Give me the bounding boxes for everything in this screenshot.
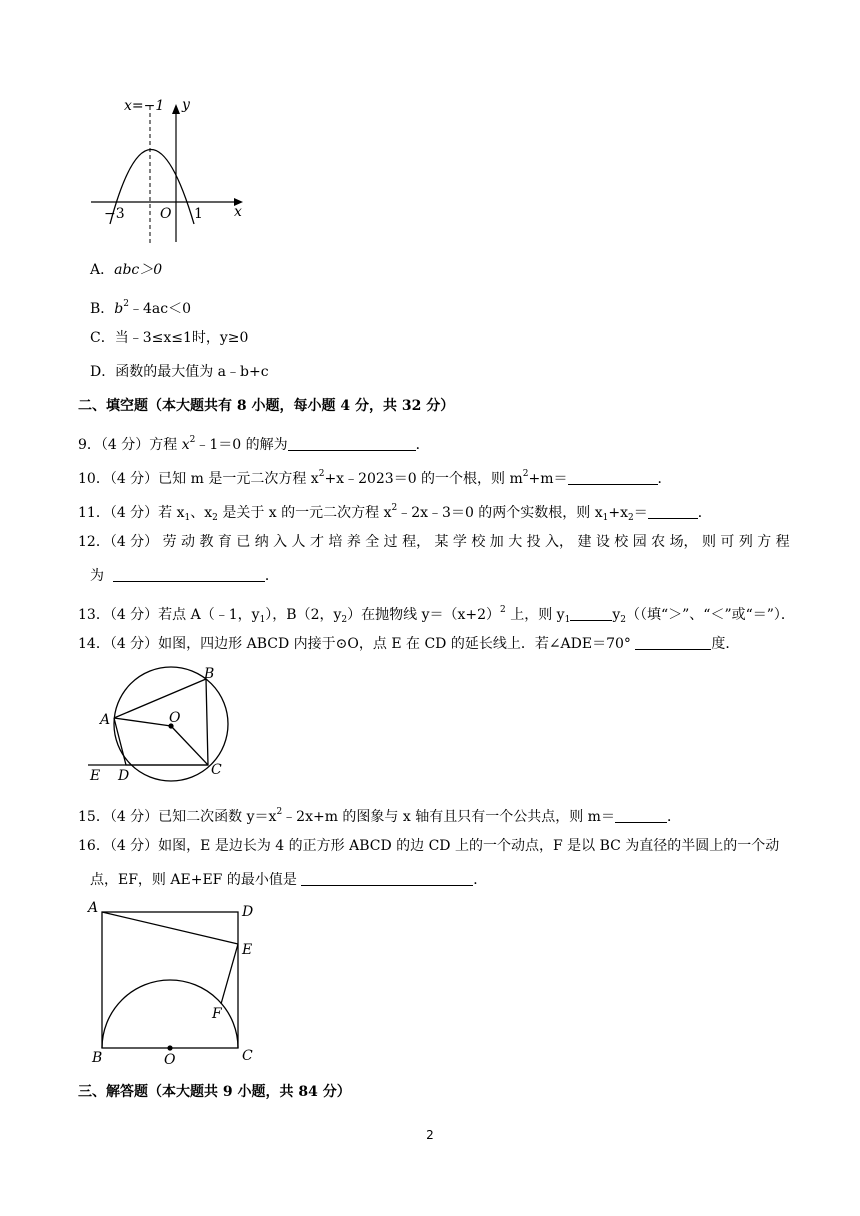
y-axis-label: y	[182, 97, 190, 113]
q11-s1: 1	[184, 513, 191, 523]
answer-blank-13[interactable]	[570, 606, 612, 621]
option-c-text: 当﹣3≤x≤1时，y≥0	[114, 330, 249, 346]
q12-char: 农	[651, 534, 666, 550]
q12-char: 列	[738, 534, 753, 550]
q12-char: 12．（4 分）	[78, 534, 159, 550]
q13-mid1: ），B（2，y	[265, 607, 342, 623]
q12-char: 动	[181, 534, 196, 550]
q12-char: 人	[291, 534, 306, 550]
parabola-figure	[86, 92, 256, 252]
q11-mid4: +x	[608, 505, 629, 521]
q13-s4: 2	[620, 615, 626, 625]
q12-char: 可	[720, 534, 735, 550]
q12-char: 过	[383, 534, 398, 550]
q11-end: ．	[697, 505, 712, 521]
x-axis-label: x	[234, 204, 242, 220]
q9-pre: 9．（4 分）方程	[78, 437, 182, 453]
question-13	[78, 600, 795, 630]
q10-pre: 10．（4 分）已知 m 是一元二次方程 x	[78, 471, 319, 487]
q11-sup: 2	[391, 503, 398, 513]
q10-sup: 2	[318, 469, 325, 479]
option-b-var: b	[114, 301, 124, 317]
option-a-text: abc＞0	[114, 262, 163, 278]
q12-char: 才	[309, 534, 324, 550]
q12-line2-text: 为	[90, 568, 104, 584]
tick-label-neg3: −3	[104, 206, 125, 222]
point-c-label: C	[242, 1048, 253, 1064]
q11-mid1: 、x	[190, 505, 213, 521]
q12-char: 校	[471, 534, 486, 550]
q10-mid: +x﹣2023＝0 的一个根，则 m	[324, 471, 523, 487]
q11-s2: 2	[212, 513, 218, 523]
question-9	[78, 430, 430, 455]
q12-char: 劳	[162, 534, 177, 550]
q15-end: ．	[666, 809, 681, 825]
option-c	[90, 328, 248, 348]
q15-sup: 2	[276, 807, 283, 817]
q12-char: 入，	[545, 534, 574, 550]
q12-char: 已	[236, 534, 251, 550]
q12-char: 加	[489, 534, 504, 550]
q11-mid3: ﹣2x﹣3＝0 的两个实数根，则 x	[397, 505, 603, 521]
q12-char: 园	[632, 534, 647, 550]
option-b-prefix: B．	[90, 301, 115, 317]
q12-char: 纳	[254, 534, 269, 550]
q12-char: 场，	[669, 534, 698, 550]
point-o-label: O	[169, 710, 181, 726]
answer-blank-11[interactable]	[648, 504, 698, 519]
point-e-label: E	[242, 942, 253, 958]
page-number: 2	[426, 1128, 434, 1142]
answer-blank-14[interactable]	[635, 635, 711, 650]
point-e-label: E	[90, 768, 101, 784]
q14-post: 度．	[711, 636, 740, 652]
tick-label-1: 1	[194, 206, 203, 222]
option-b-sup: 2	[123, 299, 129, 309]
q12-char: 入	[273, 534, 288, 550]
point-a-label: A	[100, 712, 111, 728]
q12-char: 建	[577, 534, 592, 550]
q13-mid3: 上，则 y	[505, 607, 565, 623]
q12-char: 校	[614, 534, 629, 550]
square-figure	[84, 896, 264, 1076]
point-b-label: B	[204, 666, 215, 682]
q16-end: ．	[473, 872, 488, 888]
q13-mid4: y	[612, 607, 621, 623]
answer-blank-16[interactable]	[301, 871, 473, 886]
q13-s3: 1	[564, 615, 571, 625]
q9-var: x	[181, 437, 190, 453]
q11-pre: 11．（4 分）若 x	[78, 505, 185, 521]
q10-end: ．	[657, 471, 672, 487]
q13-sup: 2	[500, 605, 506, 615]
q11-post: ＝	[633, 505, 648, 521]
answer-blank-10[interactable]	[568, 470, 658, 485]
q13-mid2: ）在抛物线 y＝（x+2）	[347, 607, 501, 623]
section-2-title: 二、填空题（本大题共有 8 小题，每小题 4 分，共 32 分）	[78, 398, 455, 414]
question-14	[78, 634, 739, 654]
q12-char: 设	[595, 534, 610, 550]
option-d-prefix: D．	[90, 364, 116, 380]
option-d-text: 函数的最大值为 a﹣b+c	[115, 364, 269, 380]
q12-char: 方	[757, 534, 772, 550]
option-b	[90, 294, 191, 319]
point-b-label: B	[92, 1050, 103, 1066]
q12-char: 全	[365, 534, 380, 550]
q9-post: ﹣1＝0 的解为	[195, 437, 288, 453]
q11-mid2: 是关于 x 的一元二次方程 x	[217, 505, 392, 521]
q12-char: 学	[452, 534, 467, 550]
q12-char: 程	[775, 534, 790, 550]
q16-line2-text: 点，EF，则 AE+EF 的最小值是	[90, 872, 297, 888]
question-12-line-1	[78, 532, 790, 552]
q15-mid: ﹣2x+m 的图象与 x 轴有且只有一个公共点，则 m＝	[282, 809, 615, 825]
question-11	[78, 498, 712, 528]
q12-char: 则	[701, 534, 716, 550]
question-15	[78, 802, 681, 827]
point-d-label: D	[242, 904, 254, 920]
q10-sup2: 2	[522, 469, 529, 479]
point-c-label: C	[211, 762, 222, 778]
q13-s1: 1	[259, 615, 266, 625]
q12-char: 投	[526, 534, 541, 550]
option-d	[90, 362, 269, 382]
option-c-prefix: C．	[90, 330, 115, 346]
q12-char: 某	[434, 534, 449, 550]
q14-pre: 14．（4 分）如图，四边形 ABCD 内接于⊙O，点 E 在 CD 的延长线上．若∠ADE＝70°	[78, 636, 631, 652]
point-d-label: D	[118, 768, 130, 784]
answer-blank-9[interactable]	[288, 436, 416, 451]
q13-s2: 2	[341, 615, 348, 625]
q9-sup: 2	[189, 435, 196, 445]
point-a-label: A	[88, 900, 99, 916]
q12-end: ．	[264, 568, 279, 584]
point-o-label: O	[164, 1052, 176, 1068]
option-b-rest: ﹣4ac＜0	[129, 301, 192, 317]
q13-pre: 13．（4 分）若点 A（﹣1，y	[78, 607, 260, 623]
q12-char: 大	[508, 534, 523, 550]
axis-of-symmetry-label: x=−1	[124, 98, 165, 114]
answer-blank-12[interactable]	[113, 567, 265, 582]
option-a-prefix: A．	[90, 262, 115, 278]
question-16-line-1: 16．（4 分）如图，E 是边长为 4 的正方形 ABCD 的边 CD 上的一个动点，F 是以 BC 为直径的半圆上的一个动	[78, 838, 780, 854]
q9-end: ．	[415, 437, 430, 453]
answer-blank-15[interactable]	[615, 808, 667, 823]
question-12-line-2	[90, 566, 279, 586]
circle-figure	[84, 664, 244, 784]
q11-s3: 1	[602, 513, 609, 523]
question-16-line-2	[90, 870, 487, 890]
origin-label: O	[160, 206, 172, 222]
q13-post: （（填“＞”、“＜”或“＝”）．	[625, 607, 795, 623]
q12-char: 育	[217, 534, 232, 550]
q15-pre: 15．（4 分）已知二次函数 y＝x	[78, 809, 277, 825]
option-a	[90, 260, 162, 280]
q11-s4: 2	[628, 513, 634, 523]
point-f-label: F	[212, 1006, 222, 1022]
q10-post: +m＝	[528, 471, 568, 487]
q12-char: 养	[346, 534, 361, 550]
question-10	[78, 464, 672, 489]
q12-char: 程，	[402, 534, 431, 550]
q12-char: 教	[199, 534, 214, 550]
section-3-title: 三、解答题（本大题共 9 小题，共 84 分）	[78, 1084, 351, 1100]
q12-char: 培	[328, 534, 343, 550]
